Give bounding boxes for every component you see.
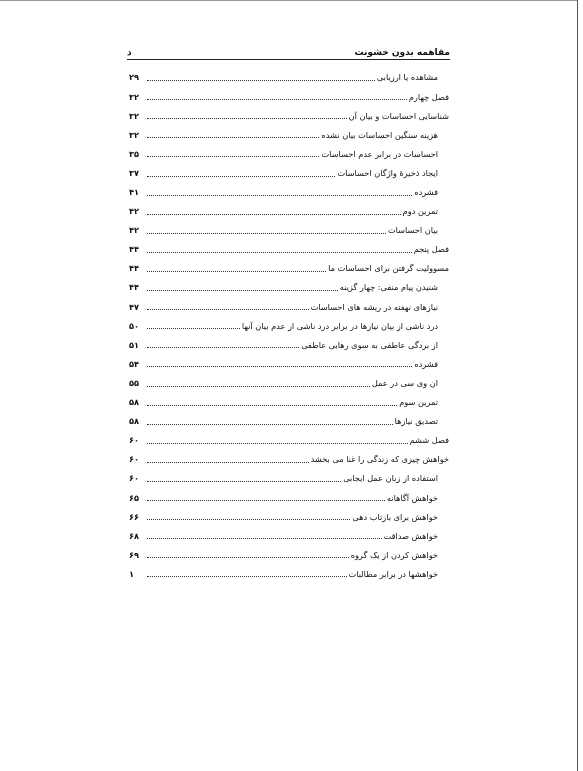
toc-dot-leader xyxy=(147,290,338,291)
toc-entry[interactable] xyxy=(129,431,449,450)
toc-entry-page: ۴۴ xyxy=(129,282,139,293)
toc-entry-page: ۵۸ xyxy=(129,397,139,408)
toc-entry[interactable] xyxy=(129,68,449,87)
toc-dot-leader xyxy=(147,481,341,482)
toc-dot-leader xyxy=(147,156,319,157)
toc-dot-leader xyxy=(147,500,385,501)
toc-dot-leader xyxy=(147,386,370,387)
toc-entry-page: ۵۰ xyxy=(129,320,139,331)
toc-entry-title: فشرده xyxy=(414,187,438,197)
toc-dot-leader xyxy=(147,176,335,177)
toc-dot-leader xyxy=(147,405,397,406)
toc-entry[interactable] xyxy=(129,221,449,240)
toc-dot-leader xyxy=(147,443,408,444)
toc-entry[interactable] xyxy=(129,259,449,278)
toc-entry-page: ۶۶ xyxy=(129,511,139,522)
toc-dot-leader xyxy=(147,214,401,215)
toc-entry[interactable] xyxy=(129,393,449,412)
toc-dot-leader xyxy=(147,271,326,272)
toc-entry[interactable] xyxy=(129,316,449,335)
toc-entry-page: ۶۹ xyxy=(129,549,139,560)
toc-entry-title: درد ناشی از بیان نیازها در برابر درد ناشی از عدم بیان آنها xyxy=(241,320,438,331)
toc-entry-title: شناسایی احساسات و بیان آن xyxy=(348,110,449,121)
toc-dot-leader xyxy=(147,462,309,463)
toc-entry-title: تمرین سوم xyxy=(399,397,438,408)
toc-entry-title: فشرده xyxy=(414,358,438,369)
toc-entry[interactable] xyxy=(129,163,449,182)
toc-entry[interactable] xyxy=(129,507,449,526)
toc-entry[interactable] xyxy=(129,488,449,507)
toc-entry-title: فصل چهارم xyxy=(408,91,449,102)
toc-dot-leader xyxy=(147,557,349,558)
toc-entry-title: هزینه سنگین احساسات بیان نشده xyxy=(321,129,438,140)
toc-entry-title: بیان احساسات xyxy=(387,225,438,236)
page-right-edge xyxy=(577,0,578,771)
toc-entry[interactable] xyxy=(129,354,449,373)
toc-entry[interactable] xyxy=(129,545,449,564)
running-header xyxy=(127,42,450,58)
toc-entry[interactable] xyxy=(129,335,449,354)
toc-dot-leader xyxy=(147,366,412,367)
toc-dot-leader xyxy=(147,576,347,577)
toc-dot-leader xyxy=(147,309,309,310)
toc-entry[interactable] xyxy=(129,450,449,469)
toc-dot-leader xyxy=(147,519,350,520)
toc-entry-page: ۶۰ xyxy=(129,454,139,465)
toc-entry-title: احساسات در برابر عدم احساسات xyxy=(321,148,438,159)
header-page-number: د xyxy=(127,48,132,58)
toc-dot-leader xyxy=(147,233,386,234)
toc-entry-page: ۴۱ xyxy=(129,187,139,197)
toc-dot-leader xyxy=(147,328,240,329)
toc-entry-page: ۴۷ xyxy=(129,301,139,312)
toc-entry-page: ۴۴ xyxy=(129,244,139,255)
toc-entry-page: ۳۲ xyxy=(129,129,139,140)
toc-entry[interactable] xyxy=(129,564,449,583)
toc-entry[interactable] xyxy=(129,87,449,106)
toc-entry[interactable] xyxy=(129,106,449,125)
toc-entry-title: فصل پنجم xyxy=(413,244,449,255)
toc-entry-page: ۱ xyxy=(129,568,134,579)
toc-entry[interactable] xyxy=(129,412,449,431)
toc-entry-page: ۵۵ xyxy=(129,377,139,388)
toc-entry-page: ۶۸ xyxy=(129,530,139,541)
toc-dot-leader xyxy=(147,80,375,81)
toc-entry[interactable] xyxy=(129,125,449,144)
toc-entry-page: ۲۹ xyxy=(129,72,139,83)
toc-dot-leader xyxy=(147,137,319,138)
toc-dot-leader xyxy=(147,252,412,253)
toc-entry-title: مشاهده یا ارزیابی xyxy=(376,72,438,83)
toc-entry-page: ۶۰ xyxy=(129,435,139,446)
toc-entry[interactable] xyxy=(129,526,449,545)
toc-entry[interactable] xyxy=(129,278,449,297)
toc-entry-page: ۵۸ xyxy=(129,416,139,427)
toc-dot-leader xyxy=(147,118,347,119)
toc-entry-title: ان وی سی در عمل xyxy=(371,377,438,388)
toc-dot-leader xyxy=(147,538,382,539)
toc-entry-title: مسوولیت گرفتن برای احساسات ما xyxy=(328,263,449,274)
toc-dot-leader xyxy=(147,195,412,196)
toc-entry-page: ۴۲ xyxy=(129,225,139,236)
toc-entry-title: خواهش چیزی که زندگی را غنا می بخشد xyxy=(310,454,449,465)
toc-entry-title: شنیدن پیام منفی: چهار گزینه xyxy=(339,282,438,293)
toc-entry-page: ۳۲ xyxy=(129,110,139,121)
toc-entry-page: ۶۰ xyxy=(129,473,139,484)
page-top-edge xyxy=(0,0,578,1)
toc-entry-page: ۳۷ xyxy=(129,167,139,178)
toc-entry-page: ۶۵ xyxy=(129,492,139,503)
toc-entry[interactable] xyxy=(129,144,449,163)
toc-entry[interactable] xyxy=(129,240,449,259)
toc-entry-title: نیازهای نهفته در ریشه های احساسات xyxy=(310,301,438,312)
toc-entry-title: تمرین دوم xyxy=(402,206,438,217)
toc-dot-leader xyxy=(147,424,393,425)
toc-entry-title: خواهش صداقت xyxy=(383,530,438,541)
toc-entry[interactable] xyxy=(129,374,449,393)
toc-entry-page: ۵۱ xyxy=(129,339,139,350)
toc-entry-page: ۳۵ xyxy=(129,148,139,159)
toc-entry-title: تصدیق نیازها xyxy=(394,416,438,427)
toc-entry-page: ۴۴ xyxy=(129,263,139,274)
toc-entry-title: خواهش کردن از یک گروه xyxy=(350,549,438,560)
header-rule xyxy=(127,59,450,60)
toc-entry[interactable] xyxy=(129,297,449,316)
toc-entry-title: استفاده از زبان عمل ایجابی xyxy=(343,473,438,484)
toc-entry-title: از بردگی عاطفی به سوی رهایی عاطفی xyxy=(301,339,438,350)
toc-entry-title: خواهشها در برابر مطالبات xyxy=(348,568,438,579)
toc-entry-title: خواهش آگاهانه xyxy=(386,492,438,503)
toc-entry[interactable] xyxy=(129,202,449,221)
toc-entry-page: ۵۴ xyxy=(129,358,139,369)
toc-dot-leader xyxy=(147,99,407,100)
header-title: مقاهمه بدون خشونت xyxy=(354,48,450,58)
toc-dot-leader xyxy=(147,347,299,348)
toc-entry-page: ۳۲ xyxy=(129,91,139,102)
toc-entry-title: خواهش برای بازتاب دهی xyxy=(352,511,438,522)
toc-entry-page: ۴۲ xyxy=(129,206,139,217)
toc-entry[interactable] xyxy=(129,469,449,488)
toc-entry-title: ایجاد ذخیرهٔ واژگان احساسات xyxy=(337,167,438,178)
table-of-contents xyxy=(129,68,449,584)
toc-entry[interactable] xyxy=(129,183,449,202)
toc-entry-title: فصل ششم xyxy=(409,435,449,446)
